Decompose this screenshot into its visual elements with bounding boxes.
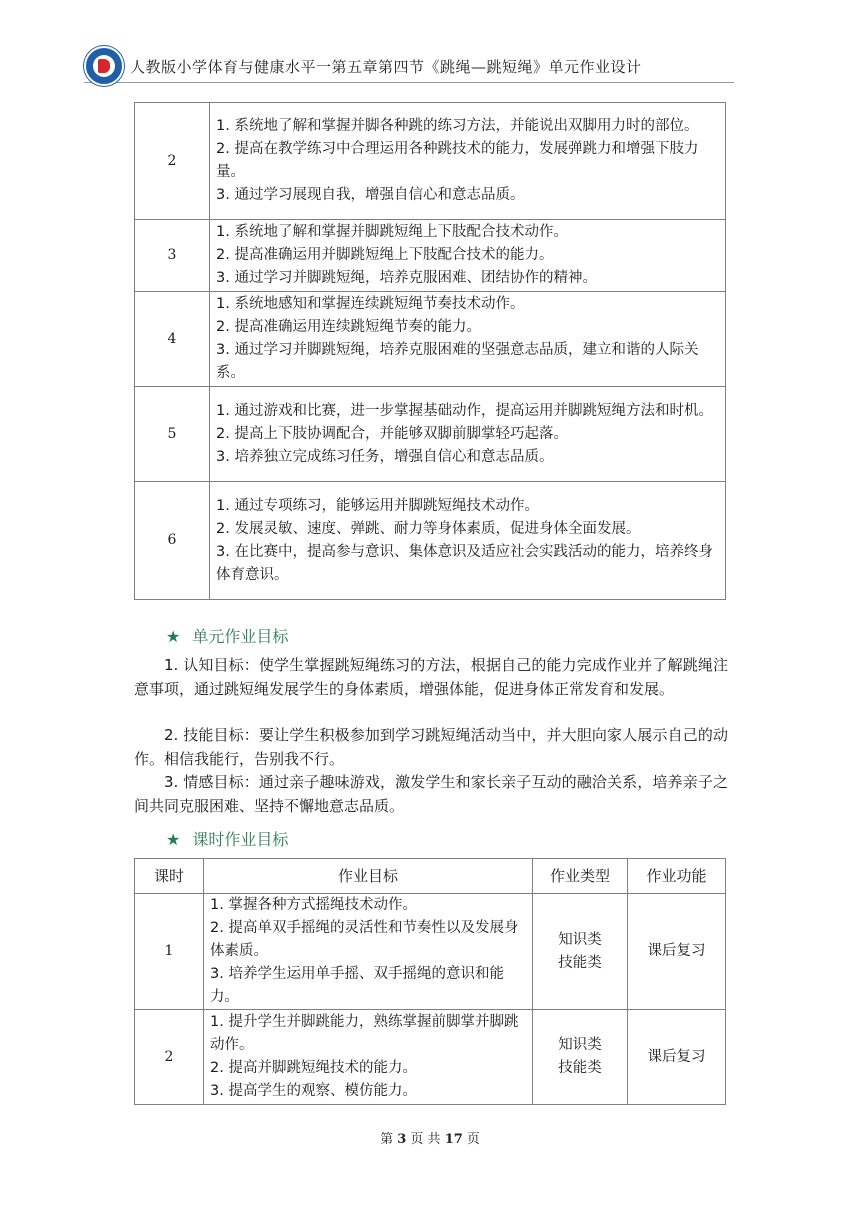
goal-line: 1. 通过游戏和比赛，进一步掌握基础动作，提高运用并脚跳短绳方法和时机。: [216, 402, 713, 419]
table-row: [135, 387, 726, 482]
goal-line: 3. 通过学习并脚跳短绳，培养克服困难的坚强意志品质，建立和谐的人际关系。: [216, 342, 699, 381]
goal-line: 2. 提高准确运用连续跳短绳节奏的能力。: [216, 319, 481, 335]
lesson-number: 1: [135, 894, 204, 1010]
table-header-row: [135, 859, 726, 894]
goal-cell: [210, 482, 726, 600]
table-row: [135, 103, 726, 220]
goal-line: 2. 提高准确运用并脚跳短绳上下肢配合技术的能力。: [216, 247, 554, 263]
type-line: 技能类: [558, 954, 602, 971]
goal-cell: [210, 103, 726, 220]
table-row: [135, 894, 726, 1010]
goal-cell: [210, 387, 726, 482]
table-row: [135, 482, 726, 600]
homework-function: 课后复习: [628, 894, 726, 1010]
type-line: 知识类: [558, 1037, 602, 1053]
goal-cell: [204, 894, 533, 1010]
total-pages: 17: [444, 1132, 463, 1147]
column-header: 作业目标: [204, 859, 533, 894]
unit-goal-paragraph: 1. 认知目标：使学生掌握跳短绳练习的方法，根据自己的能力完成作业并了解跳绳注意事项，通过跳短绳发展学生的身体素质，增强体能，促进身体正常发育和发展。: [134, 656, 728, 698]
lesson-number: 2: [135, 103, 210, 220]
lesson-number: 3: [135, 220, 210, 292]
lesson-homework-title: 课时作业目标: [192, 830, 289, 849]
goal-line: 3. 培养学生运用单手摇、双手摇绳的意识和能力。: [210, 966, 504, 1005]
goal-cell: [204, 1010, 533, 1105]
goal-line: 2. 提高单双手摇绳的灵活性和节奏性以及发展身体素质。: [210, 920, 519, 959]
school-logo-icon: [84, 46, 124, 86]
goal-line: 2. 提高上下肢协调配合，并能够双脚前脚掌轻巧起落。: [216, 425, 568, 442]
homework-type: [533, 894, 628, 1010]
unit-goal-paragraph: 2. 技能目标：要让学生积极参加到学习跳短绳活动当中，并大胆向家人展示自己的动作。相信我能行，告别我不行。: [134, 726, 728, 768]
goal-line: 1. 通过专项练习，能够运用并脚跳短绳技术动作。: [216, 497, 539, 514]
lesson-homework-table: [134, 858, 726, 1105]
goal-line: 2. 提高并脚跳短绳技术的能力。: [210, 1060, 417, 1076]
goal-line: 3. 通过学习并脚跳短绳，培养克服困难、团结协作的精神。: [216, 270, 597, 286]
homework-type: [533, 1010, 628, 1105]
goal-line: 1. 系统地感知和掌握连续跳短绳节奏技术动作。: [216, 296, 525, 312]
unit-goals-heading: [166, 624, 288, 647]
page-number: 3: [397, 1132, 407, 1147]
homework-function: 课后复习: [628, 1010, 726, 1105]
table-row: [135, 1010, 726, 1105]
type-line: 技能类: [558, 1060, 602, 1076]
goal-line: 3. 通过学习展现自我，增强自信心和意志品质。: [216, 187, 525, 203]
lesson-goals-table: [134, 102, 726, 600]
lesson-homework-heading: [166, 827, 288, 850]
goal-line: 1. 掌握各种方式摇绳技术动作。: [210, 897, 417, 913]
goal-cell: [210, 292, 726, 387]
lesson-number: 5: [135, 387, 210, 482]
goal-cell: [210, 220, 726, 292]
goal-line: 1. 提升学生并脚跳能力，熟练掌握前脚掌并脚跳动作。: [210, 1014, 519, 1053]
star-icon: ★: [166, 627, 181, 646]
column-header: 课时: [135, 859, 204, 894]
table-row: [135, 220, 726, 292]
column-header: 作业类型: [533, 859, 628, 894]
page-footer: [0, 1128, 860, 1147]
goal-line: 3. 提高学生的观察、模仿能力。: [210, 1083, 417, 1099]
footer-prefix: 第: [380, 1132, 394, 1147]
goal-line: 1. 系统地了解和掌握并脚各种跳的练习方法，并能说出双脚用力时的部位。: [216, 118, 699, 134]
footer-mid: 页 共: [410, 1132, 441, 1147]
page-header: [84, 44, 734, 83]
type-line: 知识类: [558, 931, 602, 948]
lesson-number: 4: [135, 292, 210, 387]
header-title: 人教版小学体育与健康水平一第五章第四节《跳绳—跳短绳》单元作业设计: [130, 58, 642, 76]
footer-suffix: 页: [466, 1132, 480, 1147]
goal-line: 3. 在比赛中，提高参与意识、集体意识及适应社会实践活动的能力，培养终身体育意识。: [216, 543, 713, 583]
goal-line: 2. 发展灵敏、速度、弹跳、耐力等身体素质，促进身体全面发展。: [216, 520, 641, 537]
column-header: 作业功能: [628, 859, 726, 894]
lesson-number: 6: [135, 482, 210, 600]
star-icon: ★: [166, 830, 181, 849]
lesson-number: 2: [135, 1010, 204, 1105]
table-row: [135, 292, 726, 387]
goal-line: 2. 提高在教学练习中合理运用各种跳技术的能力，发展弹跳力和增强下肢力量。: [216, 141, 699, 180]
unit-goals-title: 单元作业目标: [192, 627, 289, 646]
goal-line: 3. 培养独立完成练习任务，增强自信心和意志品质。: [216, 448, 554, 465]
unit-goal-paragraph: 3. 情感目标：通过亲子趣味游戏，激发学生和家长亲子互动的融洽关系，培养亲子之间共同克服困难、坚持不懈地意志品质。: [134, 773, 728, 815]
goal-line: 1. 系统地了解和掌握并脚跳短绳上下肢配合技术动作。: [216, 224, 568, 240]
